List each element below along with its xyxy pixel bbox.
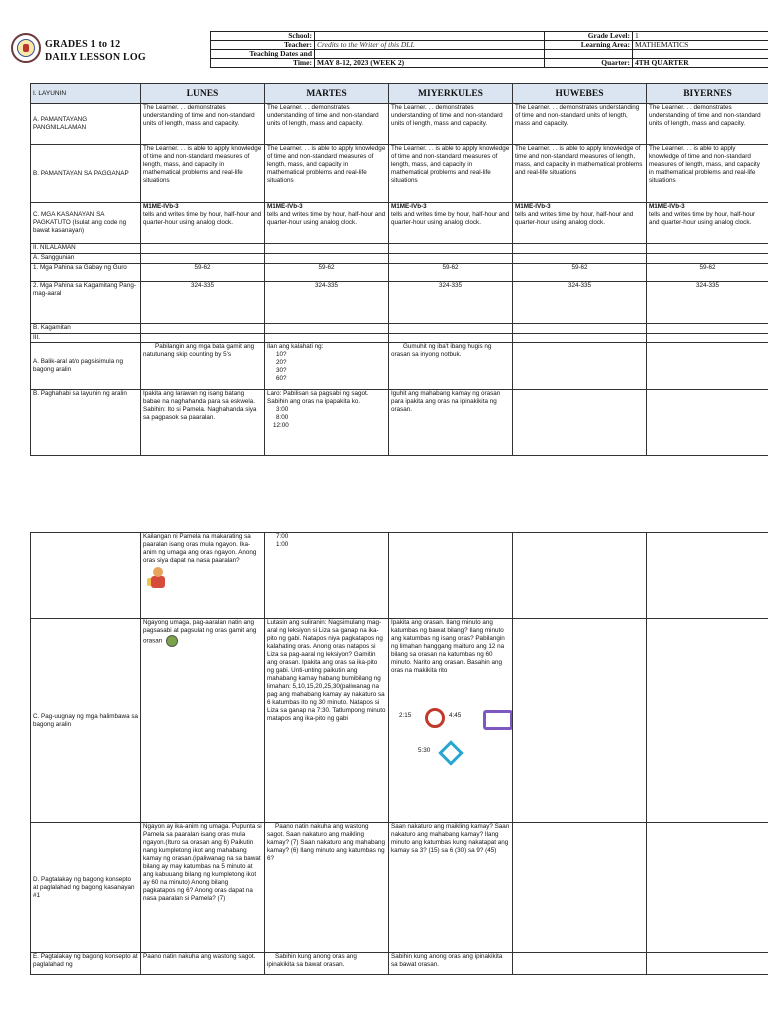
discussion2-martes: Sabihin kung anong oras ang ipinakikita sa bawat orasan. — [265, 953, 389, 975]
competency-code: M1ME-IVb-3 — [515, 203, 551, 210]
motivation-miyerkules: Iguhit ang mahabang kamay ng orasan para ipakita ang oras na ipinakikita ng orasan. — [389, 390, 513, 456]
shape-time-label: 2:15 — [399, 712, 412, 719]
discussion-martes: Paano natin nakuha ang wastong sagot. Saan nakaturo ang maikling kamay? (7) Saan nakaturo ang mahabang kamay? (6) Ilang minuto ang katumbas ng 6? — [265, 823, 389, 953]
row-label-kagamitan: B. Kagamitan — [31, 324, 141, 334]
continuation-martes — [265, 533, 389, 619]
teacher-value: Credits to the Writer of this DLL — [315, 41, 545, 50]
motivation-martes — [265, 390, 389, 456]
guide-pages-cell: 59-62 — [265, 264, 389, 282]
content-standard-cell: The Learner. . . demonstrates understanding of time and non-standard units of length, mass and capacity. — [513, 104, 647, 145]
deped-seal-icon — [11, 33, 41, 63]
competency-text: tells and writes time by hour, half-hour and quarter-hour using analog clock. — [649, 211, 757, 226]
continuation-time: 7:00 — [276, 533, 289, 540]
time-label: Time: — [211, 59, 315, 68]
diamond-clock-icon — [438, 740, 463, 765]
shape-time-label: 4:45 — [449, 712, 462, 719]
motivation-lunes: Ipakita ang larawan ng isang batang babae na naghahanda para sa eskwela. Sabihin: Ito si Pamela. Naghahanda siya sa pagpasok sa paaralan. — [141, 390, 265, 456]
col-biyernes: BIYERNES — [647, 84, 768, 104]
motivation-time: 8:00 — [276, 414, 289, 421]
competency-cell — [389, 203, 513, 244]
content-standard-cell: The Learner. . . demonstrates understanding of time and non-standard units of length, mass and capacity. — [389, 104, 513, 145]
learning-area-label: Learning Area: — [545, 41, 633, 50]
guide-pages-cell: 59-62 — [389, 264, 513, 282]
learner-pages-cell: 324-335 — [265, 282, 389, 324]
motivation-time: 12:00 — [273, 422, 289, 429]
motivation-martes-game: Laro: Pabilisan sa pagsabi ng sagot. — [267, 390, 369, 397]
teaching-dates-label: Teaching Dates and — [211, 50, 315, 59]
col-huwebes: HUWEBES — [513, 84, 647, 104]
discussion2-lunes: Paano natin nakuha ang wastong sagot. — [141, 953, 265, 975]
clock-icon — [166, 635, 178, 647]
teaching-dates-value: MAY 8-12, 2023 (WEEK 2) — [315, 59, 545, 68]
competency-cell — [647, 203, 768, 244]
col-miyerkules: MIYERKULES — [389, 84, 513, 104]
review-miyerkules: Gumuhit ng iba't ibang hugis ng orasan sa inyong notbuk. — [389, 343, 513, 390]
header-info-table — [210, 31, 768, 68]
school-value — [315, 32, 545, 41]
clock-shapes-figure — [391, 675, 510, 761]
example-martes: Lutasin ang suliranin: Nagsimulang mag-aral ng leksiyon si Liza sa ganap na ika-pito ng gabi. Natapos niya pagkatapos ng kalahating oras. Anong oras natapos si Liza sa pag-aaral ng leksiyon? Gamitin ang orasan. Ipakita ang oras sa ika-pito ng gabi. Unti-unting paikutin ang mahabang kamay habang bumibilang ng limahan: 5,10,15,20,25,30(paliwanag na pag ang mahabang kamay ay nakaturo sa 6 katumbas ito ng 30 minuto. Natapos si Liza sa ganap na 7:30. Tatlumpong minuto matapos ang ika-pito ng gabi — [265, 619, 389, 823]
learner-pages-cell: 324-335 — [647, 282, 768, 324]
row-label-iii: III. — [31, 334, 141, 343]
discussion-lunes: Ngayon ay ika-anim ng umaga. Pupunta si Pamela sa paaralan isang oras mula ngayon.(Ituro sa orasan ang 6) Paikutin nang kumpletong ikot ang mahabang kamay ng orasan.(ipaliwanag na sa bawat bilang ay may katumbas na 5 minuto at ang kabuuang bilang ng kumpletong ikot ay 60 na minuto) Anong bilang pagkatapos ng 6? Anong oras dapat na nasa paaralan si Pamela? (7) — [141, 823, 265, 953]
competency-cell — [513, 203, 647, 244]
example-lunes-text: Ngayong umaga, pag-aaralan natin ang pagsasabi at pagsulat ng oras gamit ang orasan — [143, 619, 257, 645]
content-standard-cell: The Learner. . . demonstrates understanding of time and non-standard units of length, mass and capacity. — [265, 104, 389, 145]
lesson-table-part-1 — [30, 83, 768, 456]
content-standard-cell: The Learner. . . demonstrates understanding of time and non-standard units of length, mass and capacity. — [647, 104, 768, 145]
review-martes-item: 20? — [276, 359, 287, 366]
example-lunes — [141, 619, 265, 823]
discussion2-miyerkules: Sabihin kung anong oras ang ipinakikita sa bawat orasan. — [389, 953, 513, 975]
guide-pages-cell: 59-62 — [141, 264, 265, 282]
discussion-miyerkules: Saan nakaturo ang maikling kamay? Saan nakaturo ang mahabang kamay? Ilang minuto ang katumbas kung nakatapat ang kamay sa 3? (15) sa 6 (30) sa 9? (45) — [389, 823, 513, 953]
row-label-paghahabi: B. Paghahabi sa layunin ng aralin — [31, 390, 141, 456]
row-label-kasanayan: C. MGA KASANAYAN SA PAGKATUTO (Isulat ang code ng bawat kasanayan) — [31, 203, 141, 244]
rectangle-clock-icon — [483, 710, 513, 730]
performance-standard-cell: The Learner. . . is able to apply knowledge of time and non-standard measures of length, mass, and capacity in mathematical problems and real-life situations — [647, 145, 768, 203]
review-martes-item: 30? — [276, 367, 287, 374]
example-miyerkules-text: Ipakita ang orasan. Ilang minuto ang katumbas ng bawat bilang? Ilang minuto ang katumbas ng isang oras? Pabilangin ng limahan hanggang maituro ang 12 na bilang sa orasan na katumbas ng 60 minuto. Narito ang orasan. Basahin ang oras na makikita rito — [391, 619, 507, 674]
content-standard-cell: The Learner. . . demonstrates understanding of time and non-standard units of length, mass and capacity. — [141, 104, 265, 145]
row-label-nilalaman: II. NILALAMAN — [31, 244, 141, 254]
competency-code: M1ME-IVb-3 — [267, 203, 303, 210]
circle-clock-icon — [425, 708, 445, 728]
row-label-pag-uugnay: C. Pag-uugnay ng mga halimbawa sa bagong aralin — [31, 619, 141, 823]
review-lunes: Pabilangin ang mga bata gamit ang natutunang skip counting by 5's — [141, 343, 265, 390]
learner-pages-cell: 324-335 — [389, 282, 513, 324]
continuation-lunes-text: Kailangan ni Pamela na makarating sa paaralan isang oras mula ngayon. Ika-anim ng umaga ang oras ngayon. Anong oras siya dapat na nasa paaralan? — [143, 533, 259, 564]
competency-code: M1ME-IVb-3 — [391, 203, 427, 210]
competency-code: M1ME-IVb-3 — [649, 203, 685, 210]
motivation-time: 3:00 — [276, 406, 289, 413]
learning-area-value: MATHEMATICS — [633, 41, 768, 50]
col-martes: MARTES — [265, 84, 389, 104]
competency-text: tells and writes time by hour, half-hour and quarter-hour using analog clock. — [391, 211, 512, 226]
competency-text: tells and writes time by hour, half-hour and quarter-hour using analog clock. — [267, 211, 388, 226]
competency-cell — [141, 203, 265, 244]
competency-text: tells and writes time by hour, half-hour and quarter-hour using analog clock. — [143, 211, 264, 226]
brand-line-2: DAILY LESSON LOG — [45, 52, 146, 63]
review-martes-item: 60? — [276, 375, 287, 382]
row-label-pamantayan-sa-pagganap: B. PAMANTAYAN SA PAGGANAP — [31, 145, 141, 203]
shape-time-label: 5:30 — [418, 747, 431, 754]
continuation-time: 1:00 — [276, 541, 289, 548]
learner-pages-cell: 324-335 — [513, 282, 647, 324]
section-layunin: I. LAYUNIN — [31, 84, 141, 104]
learner-pages-cell: 324-335 — [141, 282, 265, 324]
competency-text: tells and writes time by hour, half-hour and quarter-hour using analog clock. — [515, 211, 636, 226]
guide-pages-cell: 59-62 — [513, 264, 647, 282]
row-label-balik-aral: A. Balik-aral at/o pagsisimula ng bagong aralin — [31, 343, 141, 390]
grade-level-label: Grade Level: — [545, 32, 633, 41]
brand-title — [45, 38, 146, 64]
row-label-sanggunian: A. Sanggunian — [31, 254, 141, 264]
competency-code: M1ME-IVb-3 — [143, 203, 179, 210]
guide-pages-cell: 59-62 — [647, 264, 768, 282]
lesson-table-part-2 — [30, 532, 768, 975]
grade-level-value: 1 — [633, 32, 768, 41]
performance-standard-cell: The Learner. . . is able to apply knowledge of time and non-standard measures of length, mass, and capacity in mathematical problems and real-life situations — [513, 145, 647, 203]
review-martes-item: 10? — [276, 351, 287, 358]
performance-standard-cell: The Learner. . . is able to apply knowledge of time and non-standard measures of length, mass, and capacity in mathematical problems and real-life situations — [141, 145, 265, 203]
competency-cell — [265, 203, 389, 244]
motivation-martes-say: Sabihin ang oras na ipapakita ko. — [267, 398, 361, 405]
review-martes-prompt: Ilan ang kalahati ng: — [267, 343, 324, 350]
brand-line-1: GRADES 1 to 12 — [45, 39, 121, 50]
row-label-pagtalakay-2: E. Pagtalakay ng bagong konsepto at paglalahad ng — [31, 953, 141, 975]
col-lunes: LUNES — [141, 84, 265, 104]
teacher-label: Teacher: — [211, 41, 315, 50]
performance-standard-cell: The Learner. . . is able to apply knowledge of time and non-standard measures of length, mass, and capacity in mathematical problems and real-life situations — [389, 145, 513, 203]
review-martes — [265, 343, 389, 390]
example-miyerkules — [389, 619, 513, 823]
row-label-pagtalakay-1: D. Pagtalakay ng bagong konsepto at paglalahad ng bagong kasanayan #1 — [31, 823, 141, 953]
quarter-value: 4TH QUARTER — [633, 59, 768, 68]
continuation-lunes — [141, 533, 265, 619]
schoolgirl-illustration — [147, 567, 169, 591]
row-label-gabay-ng-guro: 1. Mga Pahina sa Gabay ng Guro — [31, 264, 141, 282]
performance-standard-cell: The Learner. . . is able to apply knowledge of time and non-standard measures of length, mass, and capacity in mathematical problems and real-life situations — [265, 145, 389, 203]
row-label-kagamitang-pang-mag-aaral: 2. Mga Pahina sa Kagamitang Pang-mag-aaral — [31, 282, 141, 324]
school-label: School: — [211, 32, 315, 41]
quarter-label: Quarter: — [545, 59, 633, 68]
row-label-pamantayang-pangnilalaman: A. PAMANTAYANG PANGNILALAMAN — [31, 104, 141, 145]
